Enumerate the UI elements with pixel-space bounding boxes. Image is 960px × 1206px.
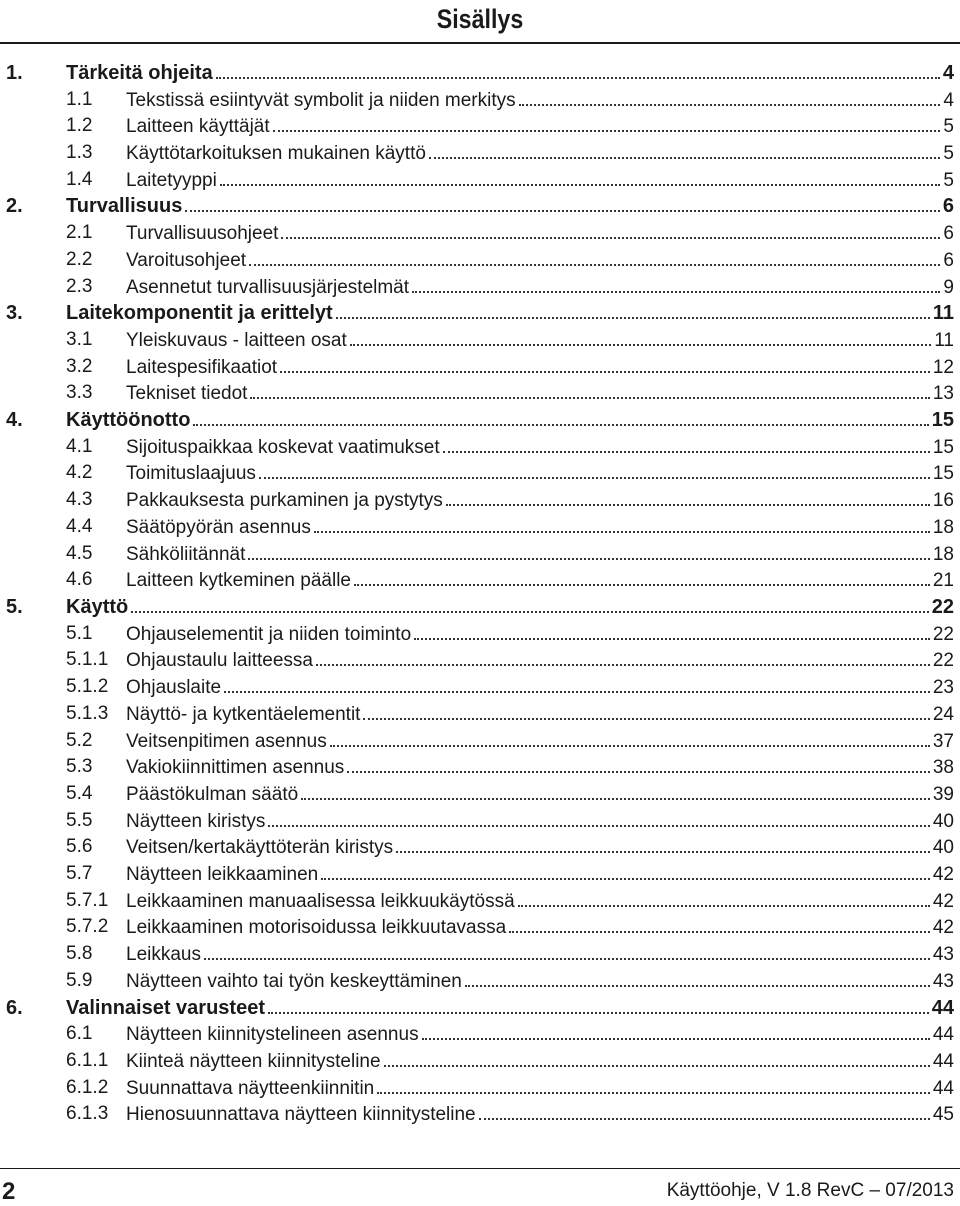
toc-section[interactable] [0, 435, 960, 459]
dot-leader [301, 782, 930, 800]
toc-page-number: 22 [932, 624, 954, 645]
toc-section[interactable] [0, 355, 960, 379]
toc-page-number: 18 [932, 517, 954, 538]
toc-number: 6.1 [66, 1023, 93, 1044]
toc-title: Laitekomponentit ja erittelyt [66, 302, 333, 324]
toc-title: Päästökulman säätö [126, 784, 299, 805]
toc-title: Käyttötarkoituksen mukainen käyttö [126, 143, 426, 164]
toc-entry-line [126, 515, 954, 540]
toc-number: 6.1.2 [66, 1077, 109, 1098]
toc-page-number: 6 [942, 195, 954, 217]
toc-section[interactable] [0, 1049, 960, 1073]
toc-title: Tekniset tiedot [126, 383, 248, 404]
toc-title: Ohjauslaite [126, 677, 222, 698]
toc-number: 2.1 [66, 222, 93, 243]
toc-entry-line [126, 114, 954, 139]
toc-number: 4.1 [66, 436, 93, 457]
toc-page-number: 24 [932, 704, 954, 725]
toc-entry-line [126, 915, 954, 940]
toc-chapter[interactable] [0, 194, 960, 218]
toc-section[interactable] [0, 568, 960, 592]
toc-page-number: 13 [932, 383, 954, 404]
toc-number: 6. [6, 997, 23, 1019]
toc-title: Laitteen kytkeminen päälle [126, 570, 351, 591]
toc-entry-line [126, 435, 954, 460]
toc-title: Turvallisuusohjeet [126, 223, 279, 244]
toc-page-number: 4 [942, 62, 954, 84]
toc-entry-line [66, 996, 954, 1020]
toc-entry-line [126, 782, 954, 807]
toc-entry-line [126, 809, 954, 834]
toc-page-number: 15 [932, 463, 954, 484]
toc-chapter[interactable] [0, 61, 960, 85]
toc-page-number: 15 [932, 437, 954, 458]
toc-section[interactable] [0, 114, 960, 138]
toc-entry-line [126, 275, 954, 300]
dot-leader [396, 835, 930, 853]
dot-leader [314, 515, 930, 533]
toc-section[interactable] [0, 755, 960, 779]
toc-number: 4.3 [66, 489, 93, 510]
toc-entry-line [126, 542, 954, 567]
toc-title: Asennetut turvallisuusjärjestelmät [126, 277, 410, 298]
toc-section[interactable] [0, 88, 960, 112]
toc-entry-line [126, 461, 954, 486]
toc-number: 4.2 [66, 462, 93, 483]
toc-title: Veitsenpitimen asennus [126, 731, 327, 752]
dot-leader [384, 1049, 930, 1067]
toc-number: 5.2 [66, 730, 93, 751]
toc-page-number: 5 [943, 143, 954, 164]
toc-page-number: 43 [932, 944, 954, 965]
toc-entry-line [126, 648, 954, 673]
toc-entry-line [126, 969, 954, 994]
toc-entry-line [126, 248, 954, 273]
dot-leader [330, 729, 930, 747]
page-number: 2 [2, 1178, 16, 1205]
toc-section[interactable] [0, 515, 960, 539]
toc-number: 5.7 [66, 863, 93, 884]
toc-title: Laitespesifikaatiot [126, 357, 278, 378]
toc-section[interactable] [0, 862, 960, 886]
toc-page-number: 44 [932, 1078, 954, 1099]
dot-leader [422, 1022, 930, 1040]
toc-number: 5.4 [66, 783, 93, 804]
page-title: Sisällys [436, 4, 524, 34]
toc-entry-line [126, 1022, 954, 1047]
dot-leader [280, 355, 930, 373]
toc-page-number: 18 [932, 544, 954, 565]
toc-chapter[interactable] [0, 996, 960, 1020]
dot-leader [273, 114, 941, 132]
dot-leader [259, 461, 930, 479]
dot-leader [377, 1076, 930, 1094]
toc-section[interactable] [0, 622, 960, 646]
toc-section[interactable] [0, 889, 960, 913]
toc-title: Hienosuunnattava näytteen kiinnitysteline [126, 1104, 476, 1125]
toc-number: 4. [6, 409, 23, 431]
toc-page-number: 11 [932, 302, 954, 324]
toc-entry-line [66, 301, 954, 325]
dot-leader [216, 61, 940, 79]
dot-leader [321, 862, 930, 880]
toc-section[interactable] [0, 1076, 960, 1100]
toc-title: Käyttö [66, 596, 129, 618]
toc-title: Yleiskuvaus - laitteen osat [126, 330, 347, 351]
toc-section[interactable] [0, 248, 960, 272]
toc-page-number: 42 [932, 864, 954, 885]
dot-leader [268, 809, 929, 827]
dot-leader [350, 328, 932, 346]
toc-section[interactable] [0, 702, 960, 726]
toc-number: 4.4 [66, 516, 93, 537]
dot-leader [250, 381, 929, 399]
toc-title: Laitteen käyttäjät [126, 116, 270, 137]
footer-divider [0, 1168, 960, 1169]
toc-page-number: 6 [943, 250, 954, 271]
dot-leader [354, 568, 930, 586]
toc-entry-line [66, 194, 954, 218]
dot-leader [316, 648, 930, 666]
toc-title: Toimituslaajuus [126, 463, 256, 484]
dot-leader [248, 542, 929, 560]
toc-number: 5.1 [66, 623, 93, 644]
dot-leader [193, 408, 928, 426]
toc-entry-line [66, 61, 954, 85]
toc-page-number: 22 [931, 596, 954, 618]
toc-entry-line [126, 755, 954, 780]
dot-leader [465, 969, 930, 987]
toc-section[interactable] [0, 648, 960, 672]
toc-entry-line [126, 729, 954, 754]
toc-section[interactable] [0, 141, 960, 165]
toc-section[interactable] [0, 782, 960, 806]
toc-number: 2. [6, 195, 23, 217]
toc-number: 5.6 [66, 836, 93, 857]
toc-title: Leikkaus [126, 944, 201, 965]
page-footer [0, 1168, 960, 1205]
toc-entry-line [126, 835, 954, 860]
toc-number: 5.5 [66, 810, 93, 831]
toc-entry-line [126, 168, 954, 193]
toc-title: Näytteen kiinnitystelineen asennus [126, 1024, 419, 1045]
toc-section[interactable] [0, 1102, 960, 1126]
toc-entry-line [126, 88, 954, 113]
toc-title: Näytteen kiristys [126, 811, 266, 832]
toc-entry-line [126, 1102, 954, 1127]
toc-section[interactable] [0, 942, 960, 966]
toc-title: Kiinteä näytteen kiinnitysteline [126, 1051, 381, 1072]
toc-entry-line [126, 942, 954, 967]
toc-number: 3.1 [66, 329, 93, 350]
toc-page-number: 38 [932, 757, 954, 778]
toc-page-number: 6 [943, 223, 954, 244]
toc-chapter[interactable] [0, 408, 960, 432]
toc-entry-line [126, 568, 954, 593]
document-version: Käyttöohje, V 1.8 RevC – 07/2013 [666, 1180, 954, 1201]
toc-section[interactable] [0, 275, 960, 299]
toc-page-number: 44 [931, 997, 954, 1019]
toc-title: Ohjauselementit ja niiden toiminto [126, 624, 412, 645]
toc-page-number: 40 [932, 837, 954, 858]
dot-leader [249, 248, 940, 266]
toc-section[interactable] [0, 168, 960, 192]
toc-title: Käyttöönotto [66, 409, 191, 431]
toc-number: 5.7.1 [66, 890, 109, 911]
toc-section[interactable] [0, 835, 960, 859]
dot-leader [224, 675, 930, 693]
toc-section[interactable] [0, 1022, 960, 1046]
toc-number: 6.1.3 [66, 1103, 109, 1124]
dot-leader [446, 488, 930, 506]
toc-title: Vakiokiinnittimen asennus [126, 757, 345, 778]
toc-entry-line [126, 381, 954, 406]
toc-page-number: 44 [932, 1051, 954, 1072]
toc-number: 1.4 [66, 169, 93, 190]
toc-number: 5.1.3 [66, 703, 109, 724]
toc-entry-line [126, 355, 954, 380]
toc-title: Varoitusohjeet [126, 250, 247, 271]
toc-entry-line [126, 328, 954, 353]
toc-page-number: 37 [932, 731, 954, 752]
toc-entry-line [126, 862, 954, 887]
toc-title: Suunnattava näytteenkiinnitin [126, 1078, 375, 1099]
dot-leader [131, 595, 929, 613]
toc-page-number: 15 [931, 409, 954, 431]
toc-page-number: 44 [932, 1024, 954, 1045]
toc-title: Leikkaaminen manuaalisessa leikkuukäytössä [126, 891, 515, 912]
toc-number: 4.6 [66, 569, 93, 590]
toc-title: Sähköliitännät [126, 544, 246, 565]
toc-number: 5. [6, 596, 23, 618]
dot-leader [518, 889, 930, 907]
toc-entry-line [126, 889, 954, 914]
toc-title: Leikkaaminen motorisoidussa leikkuutavassa [126, 917, 507, 938]
toc-chapter[interactable] [0, 595, 960, 619]
toc-title: Säätöpyörän asennus [126, 517, 311, 538]
toc-entry-line [126, 702, 954, 727]
toc-page-number: 45 [932, 1104, 954, 1125]
toc-page-number: 16 [932, 490, 954, 511]
toc-section[interactable] [0, 969, 960, 993]
toc-section[interactable] [0, 221, 960, 245]
toc-number: 1.3 [66, 142, 93, 163]
toc-page-number: 12 [932, 357, 954, 378]
toc-number: 5.1.2 [66, 676, 109, 697]
dot-leader [509, 915, 930, 933]
toc-number: 3.3 [66, 382, 93, 403]
dot-leader [185, 194, 940, 212]
toc-title: Ohjaustaulu laitteessa [126, 650, 313, 671]
dot-leader [220, 168, 941, 186]
toc-page-number: 5 [943, 170, 954, 191]
toc-section[interactable] [0, 675, 960, 699]
toc-entry-line [126, 221, 954, 246]
toc-page-number: 9 [943, 277, 954, 298]
toc-title: Laitetyyppi [126, 170, 217, 191]
toc-entry-line [66, 595, 954, 619]
toc-title: Tekstissä esiintyvät symbolit ja niiden merkitys [126, 90, 516, 111]
dot-leader [204, 942, 930, 960]
toc-entry-line [126, 488, 954, 513]
toc-number: 2.3 [66, 276, 93, 297]
dot-leader [429, 141, 940, 159]
toc-title: Näytteen vaihto tai työn keskeyttäminen [126, 971, 462, 992]
dot-leader [412, 275, 940, 293]
toc-entry-line [126, 1076, 954, 1101]
toc-section[interactable] [0, 729, 960, 753]
dot-leader [336, 301, 930, 319]
toc-page-number: 23 [932, 677, 954, 698]
toc-title: Pakkauksesta purkaminen ja pystytys [126, 490, 443, 511]
toc-section[interactable] [0, 809, 960, 833]
dot-leader [479, 1102, 930, 1120]
toc-section[interactable] [0, 915, 960, 939]
dot-leader [281, 221, 940, 239]
toc-number: 5.7.2 [66, 916, 109, 937]
toc-page-number: 11 [934, 330, 954, 351]
toc-entry-line [126, 1049, 954, 1074]
toc-number: 5.1.1 [66, 649, 109, 670]
dot-leader [414, 622, 930, 640]
toc-page-number: 40 [932, 811, 954, 832]
toc-page-number: 21 [932, 570, 954, 591]
toc-section[interactable] [0, 542, 960, 566]
toc-section[interactable] [0, 488, 960, 512]
toc-number: 3. [6, 302, 23, 324]
toc-section[interactable] [0, 381, 960, 405]
toc-section[interactable] [0, 461, 960, 485]
toc-section[interactable] [0, 328, 960, 352]
toc-page-number: 42 [932, 917, 954, 938]
toc-entry-line [66, 408, 954, 432]
toc-page-number: 43 [932, 971, 954, 992]
page-header [0, 0, 960, 44]
toc-title: Valinnaiset varusteet [66, 997, 265, 1019]
toc-number: 6.1.1 [66, 1050, 109, 1071]
toc-chapter[interactable] [0, 301, 960, 325]
toc-number: 1. [6, 62, 23, 84]
toc-page-number: 4 [943, 90, 954, 111]
toc-number: 5.9 [66, 970, 93, 991]
dot-leader [519, 88, 941, 106]
toc-number: 4.5 [66, 543, 93, 564]
dot-leader [347, 755, 930, 773]
toc-number: 1.1 [66, 89, 93, 110]
dot-leader [443, 435, 930, 453]
toc-page-number: 22 [932, 650, 954, 671]
toc-title: Sijoituspaikkaa koskevat vaatimukset [126, 437, 440, 458]
toc-number: 1.2 [66, 115, 93, 136]
toc-title: Veitsen/kertakäyttöterän kiristys [126, 837, 394, 858]
toc-number: 3.2 [66, 356, 93, 377]
toc-entry-line [126, 622, 954, 647]
toc-page-number: 5 [943, 116, 954, 137]
toc-title: Tärkeitä ohjeita [66, 62, 213, 84]
toc-entry-line [126, 675, 954, 700]
toc-number: 5.3 [66, 756, 93, 777]
toc-page-number: 42 [932, 891, 954, 912]
toc-title: Näytteen leikkaaminen [126, 864, 319, 885]
toc-entry-line [126, 141, 954, 166]
dot-leader [268, 996, 929, 1014]
dot-leader [363, 702, 929, 720]
toc-number: 5.8 [66, 943, 93, 964]
toc-title: Näyttö- ja kytkentäelementit [126, 704, 361, 725]
toc-title: Turvallisuus [66, 195, 183, 217]
toc-page-number: 39 [932, 784, 954, 805]
toc-number: 2.2 [66, 249, 93, 270]
